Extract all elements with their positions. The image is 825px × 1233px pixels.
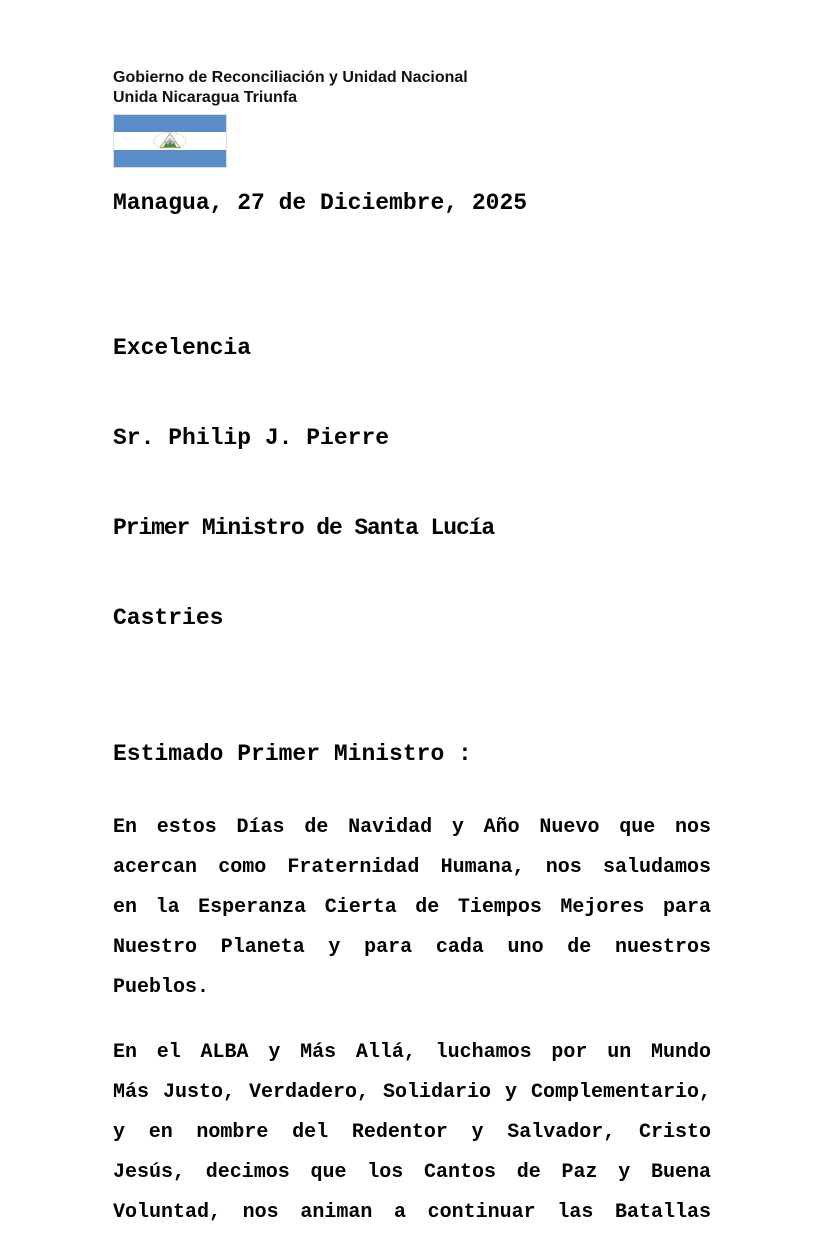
nicaragua-coat-of-arms-icon	[152, 131, 188, 151]
paragraph-line: Nuestro Planeta y para cada uno de nuestros	[113, 936, 711, 959]
paragraph-line: Más Justo, Verdadero, Solidario y Complementario,	[113, 1081, 711, 1104]
paragraph-1	[113, 808, 711, 1008]
paragraph-line: Voluntad, nos animan a continuar las Batallas	[113, 1201, 711, 1224]
letter-content	[113, 68, 711, 1233]
letterhead-line-1: Gobierno de Reconciliación y Unidad Nacional	[113, 69, 468, 86]
paragraph-line: Jesús, decimos que los Cantos de Paz y Buena	[113, 1161, 711, 1184]
salutation: Estimado Primer Ministro :	[113, 741, 472, 767]
paragraph-2	[113, 1033, 711, 1233]
paragraph-line: en la Esperanza Cierta de Tiempos Mejores para	[113, 896, 711, 919]
paragraph-line: y en nombre del Redentor y Salvador, Cristo	[113, 1121, 711, 1144]
paragraph-line: acercan como Fraternidad Humana, nos saludamos	[113, 856, 711, 879]
paragraph-line: En el ALBA y Más Allá, luchamos por un Mundo	[113, 1041, 711, 1064]
paragraph-line: Pueblos.	[113, 976, 210, 999]
recipient-line: Primer Ministro de Santa Lucía	[113, 515, 495, 541]
flag-stripe-top	[114, 115, 226, 132]
recipient-line: Castries	[113, 605, 224, 631]
paragraph-line: En estos Días de Navidad y Año Nuevo que nos	[113, 816, 711, 839]
recipient-block	[113, 273, 711, 693]
dateline: Managua, 27 de Diciembre, 2025	[113, 190, 528, 216]
letterhead-line-2: Unida Nicaragua Triunfa	[113, 89, 298, 106]
recipient-line: Sr. Philip J. Pierre	[113, 425, 390, 451]
nicaragua-flag-image	[113, 114, 227, 168]
letterhead	[113, 68, 711, 108]
recipient-line: Excelencia	[113, 335, 252, 361]
flag-stripe-bottom	[114, 150, 226, 167]
